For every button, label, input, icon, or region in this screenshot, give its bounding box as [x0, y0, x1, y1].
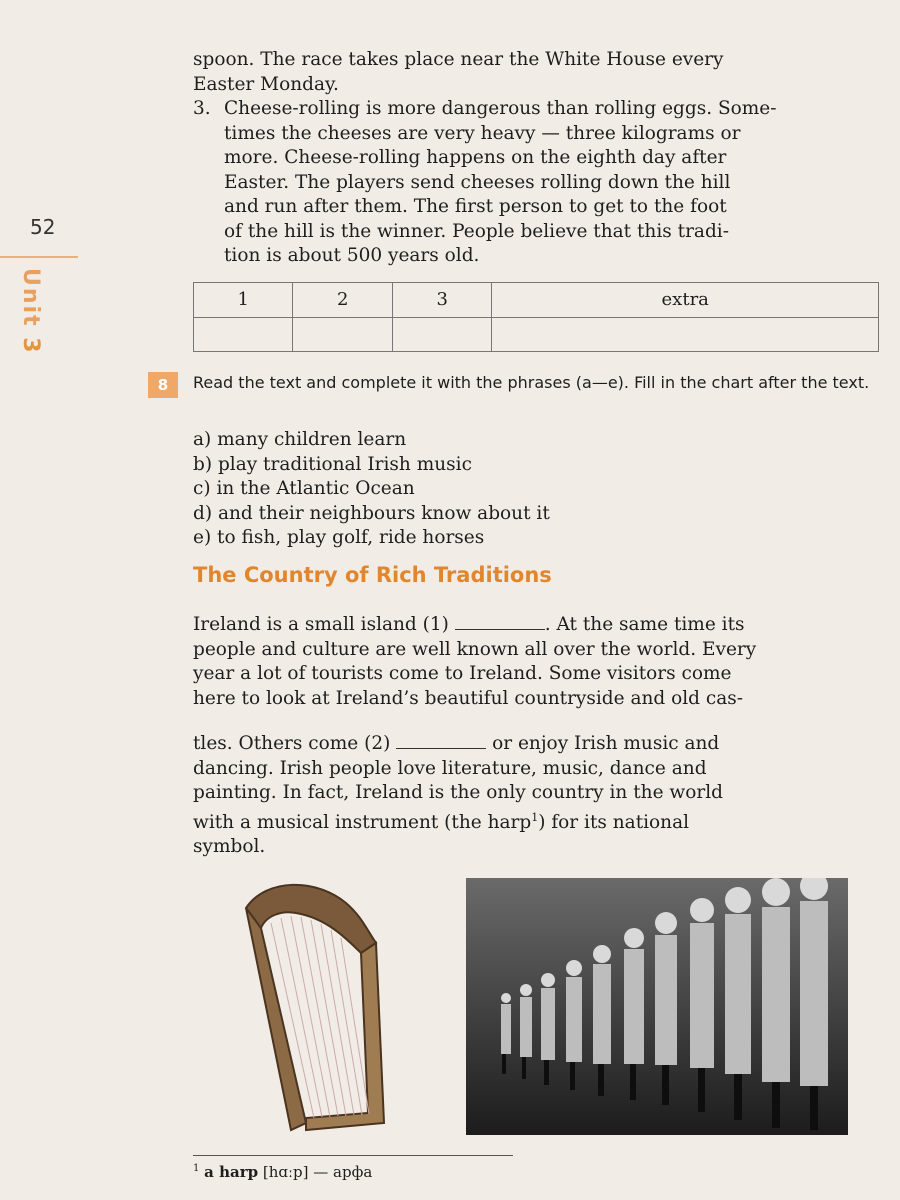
item2-line: Easter Monday. [193, 73, 339, 95]
item3-line: tion is about 500 years old. [224, 245, 480, 266]
gap-blank-1[interactable] [455, 611, 545, 630]
gap-blank-2[interactable] [396, 730, 486, 749]
article-paragraph-2 [193, 730, 879, 860]
item3-line: of the hill is the winner. People believe that this tradi- [224, 220, 729, 242]
chart-header-row [194, 283, 879, 318]
chart-header-cell: extra [492, 283, 879, 318]
item3-line: Cheese-rolling is more dangerous than rolling eggs. Some- [224, 98, 777, 119]
unit-word: Unit [18, 268, 43, 328]
chart-answer-cell[interactable] [492, 317, 879, 352]
harp-icon [236, 868, 386, 1143]
page-number-rule [0, 256, 78, 258]
text-span: ) for its national [538, 811, 690, 833]
paragraph-line: here to look at Ireland’s beautiful countryside and old cas- [193, 687, 744, 709]
answer-chart [193, 282, 879, 352]
footnote [193, 1163, 372, 1181]
text-span: with a musical instrument (the harp [193, 811, 532, 833]
chart-answer-row [194, 317, 879, 352]
exercise-instruction: Read the text and complete it with the phrases (a—e). Fill in the chart after the text. [193, 373, 870, 392]
paragraph-line: year a lot of tourists come to Ireland. Some visitors come [193, 663, 732, 684]
chart-header-cell: 1 [194, 283, 293, 318]
paragraph-line [193, 806, 879, 836]
chart-answer-cell[interactable] [293, 317, 392, 352]
footnote-mark: 1 [193, 1163, 200, 1174]
phrase-item: b) play traditional Irish music [193, 453, 472, 475]
item2-continuation [193, 48, 879, 97]
item3-line: Easter. The players send cheeses rolling down the hill [224, 171, 731, 193]
chart-answer-cell[interactable] [194, 317, 293, 352]
article-paragraph-1 [193, 611, 879, 711]
chart-header-cell: 2 [293, 283, 392, 318]
item3-line: and run after them. The first person to get to the foot [224, 196, 727, 217]
exercise-number-badge: 8 [148, 372, 178, 398]
phrase-item: a) many children learn [193, 429, 407, 450]
footnote-marker: 1 [531, 810, 539, 824]
paragraph-line: painting. In fact, Ireland is the only country in the world [193, 782, 723, 803]
page-number: 52 [30, 215, 56, 239]
text-span: . At the same time its [544, 614, 745, 635]
item2-line: spoon. The race takes place near the White House every [193, 49, 724, 70]
paragraph-line: dancing. Irish people love literature, music, dance and [193, 757, 707, 779]
text-span: tles. Others come (2) [193, 733, 391, 754]
footnote-word: a harp [204, 1163, 259, 1181]
phrase-item: c) in the Atlantic Ocean [193, 478, 415, 500]
chart-header-cell: 3 [392, 283, 491, 318]
paragraph-line: symbol. [193, 836, 266, 858]
item3-line: times the cheeses are very heavy — three kilograms or [224, 122, 741, 144]
item3-line: more. Cheese-rolling happens on the eighth day after [224, 147, 727, 168]
item3-number: 3. [193, 98, 211, 119]
chart-answer-cell[interactable] [392, 317, 491, 352]
unit-number: 3 [18, 337, 43, 355]
article-title: The Country of Rich Traditions [193, 563, 552, 587]
dancers-image [466, 878, 848, 1135]
footnote-rule [193, 1155, 513, 1156]
phrase-item: e) to fish, play golf, ride horses [193, 527, 485, 549]
phrase-item: d) and their neighbours know about it [193, 502, 550, 524]
paragraph-line: people and culture are well known all over the world. Every [193, 638, 757, 660]
text-span: Ireland is a small island (1) [193, 614, 449, 635]
dancers-photo [466, 878, 848, 1135]
unit-label [18, 268, 43, 355]
item3-text [224, 97, 879, 269]
paragraph-line [193, 730, 879, 757]
phrase-list [193, 428, 550, 551]
footnote-definition: [hɑːp] — арфа [258, 1163, 373, 1181]
text-span: or enjoy Irish music and [492, 733, 720, 754]
harp-illustration [236, 868, 386, 1143]
paragraph-line [193, 611, 879, 638]
